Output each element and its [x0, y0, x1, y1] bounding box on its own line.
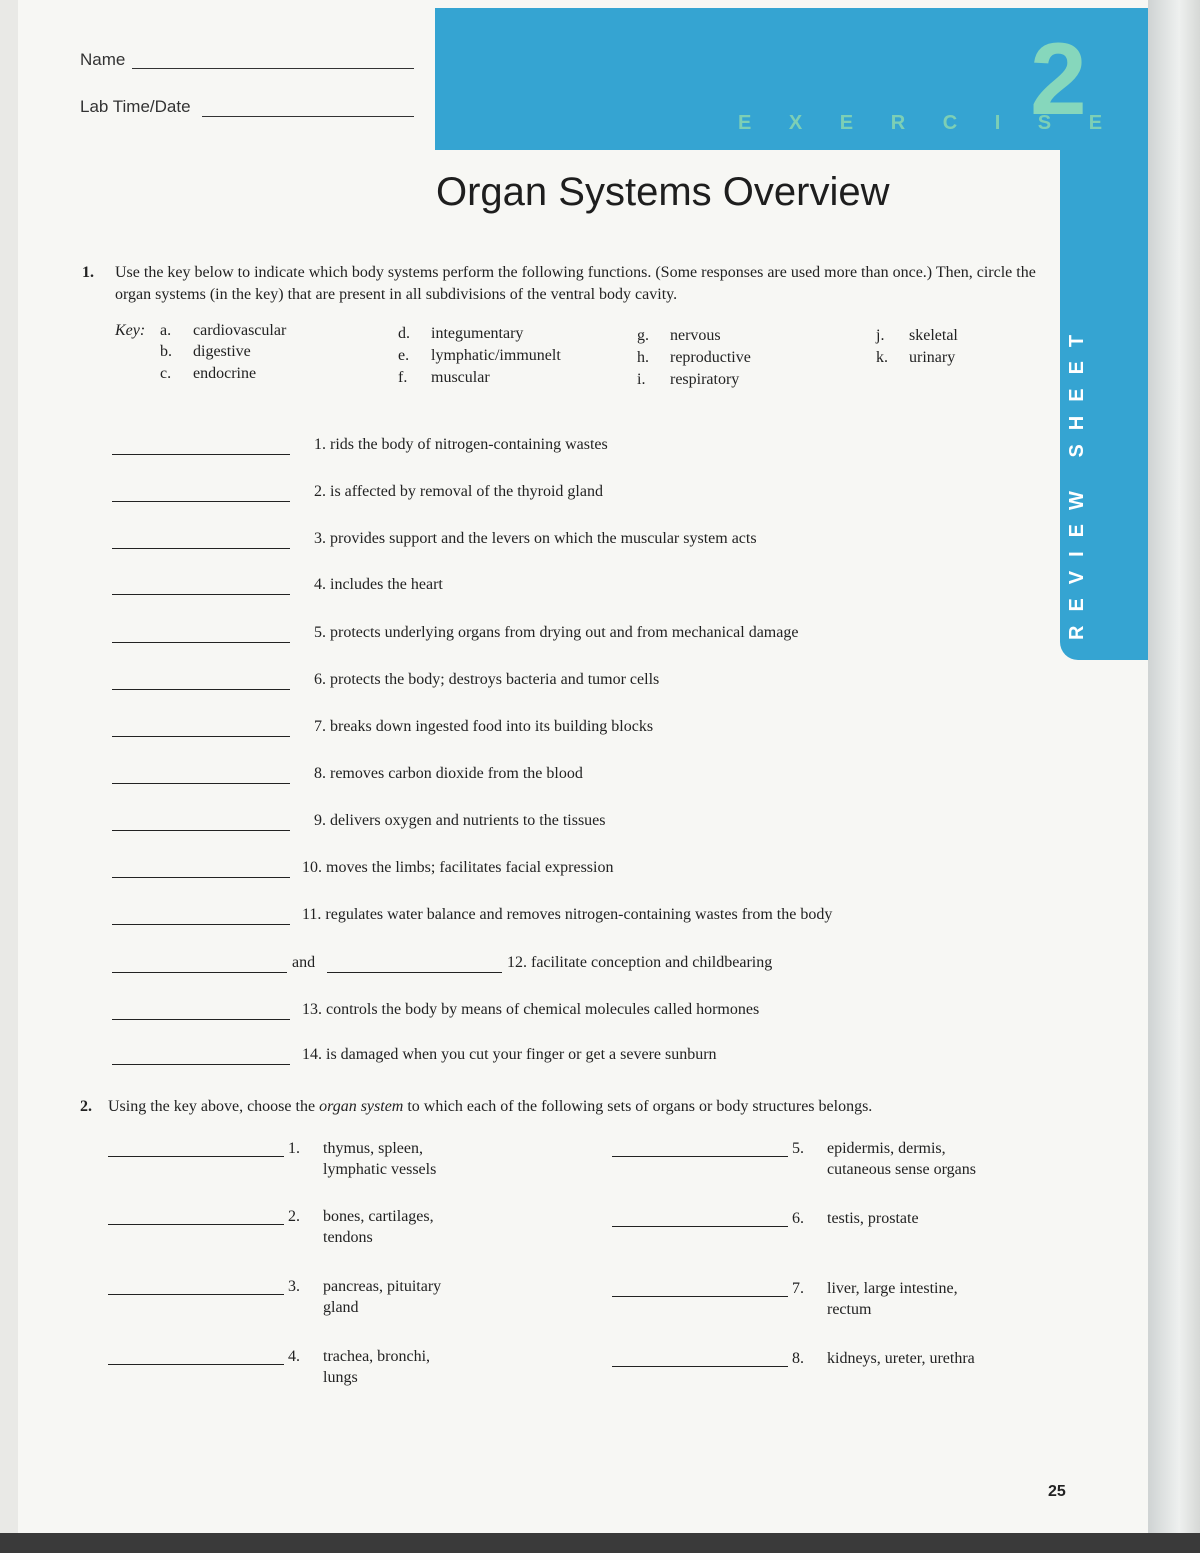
q2-item-number: 5.	[792, 1140, 804, 1157]
q2-item-line2: lungs	[323, 1369, 358, 1386]
key-letter: h.	[637, 349, 649, 366]
q1-item-text: 4. includes the heart	[314, 576, 443, 593]
page-edge	[1148, 0, 1200, 1553]
q2-item-line2: gland	[323, 1299, 359, 1316]
answer-blank[interactable]	[112, 548, 290, 549]
q2-item-number: 7.	[792, 1280, 804, 1297]
q2-text-pre: Using the key above, choose the	[108, 1098, 320, 1115]
key-system[interactable]: reproductive	[670, 349, 751, 366]
key-letter: a.	[160, 322, 172, 339]
answer-blank[interactable]	[112, 642, 290, 643]
q2-item-number: 3.	[288, 1278, 300, 1295]
answer-blank[interactable]	[112, 1064, 290, 1065]
q1-item-text: 3. provides support and the levers on which the muscular system acts	[314, 530, 757, 547]
answer-blank[interactable]	[612, 1366, 788, 1367]
key-system[interactable]: integumentary	[431, 325, 524, 342]
q1-item-text: 12. facilitate conception and childbearing	[507, 954, 773, 971]
key-system[interactable]: nervous	[670, 327, 721, 344]
exercise-word: E X E R C I S E	[738, 112, 1119, 134]
answer-blank[interactable]	[112, 736, 290, 737]
answer-blank[interactable]	[112, 972, 287, 973]
answer-blank[interactable]	[112, 783, 290, 784]
answer-blank[interactable]	[108, 1294, 284, 1295]
q2-text-post: to which each of the following sets of organs or body structures belongs.	[403, 1098, 873, 1115]
answer-blank[interactable]	[327, 972, 502, 973]
q2-item-number: 6.	[792, 1210, 804, 1227]
q1-item-text: 6. protects the body; destroys bacteria and tumor cells	[314, 671, 660, 688]
labtime-label: Lab Time/Date	[80, 97, 191, 116]
q2-number: 2.	[80, 1098, 92, 1115]
q1-item-text: 14. is damaged when you cut your finger or get a severe sunburn	[302, 1046, 717, 1063]
key-system[interactable]: skeletal	[909, 327, 958, 344]
q2-item-line2: tendons	[323, 1229, 373, 1246]
answer-blank[interactable]	[108, 1156, 284, 1157]
q2-item-line1: epidermis, dermis,	[827, 1140, 946, 1157]
answer-blank[interactable]	[112, 830, 290, 831]
q1-text: Use the key below to indicate which body systems perform the following functions. (Some responses are used more than once.) Then, circle the organ systems (in the key) that are present in all subdivisions of the ventral body cavity.	[115, 264, 1036, 303]
key-system[interactable]: lymphatic/immunelt	[431, 347, 561, 364]
q1-item-text: 10. moves the limbs; facilitates facial expression	[302, 859, 614, 876]
key-system[interactable]: cardiovascular	[193, 322, 287, 339]
q1-item-text: 13. controls the body by means of chemical molecules called hormones	[302, 1001, 760, 1018]
answer-blank[interactable]	[612, 1156, 788, 1157]
q2-item-number: 8.	[792, 1350, 804, 1367]
key-letter: f.	[398, 369, 408, 386]
q1-item-text: 2. is affected by removal of the thyroid gland	[314, 483, 603, 500]
q2-item-number: 2.	[288, 1208, 300, 1225]
q2-item-line2: cutaneous sense organs	[827, 1161, 976, 1178]
q1-item-text: 9. delivers oxygen and nutrients to the tissues	[314, 812, 606, 829]
q2-item-number: 4.	[288, 1348, 300, 1365]
answer-blank[interactable]	[112, 689, 290, 690]
answer-blank[interactable]	[112, 1019, 290, 1020]
answer-blank[interactable]	[612, 1296, 788, 1297]
page-bottom-edge	[0, 1533, 1200, 1553]
q1-item-text: 8. removes carbon dioxide from the blood	[314, 765, 583, 782]
q2-item-line1: testis, prostate	[827, 1210, 919, 1227]
q1-item-text: 5. protects underlying organs from drying out and from mechanical damage	[314, 624, 799, 641]
answer-blank[interactable]	[112, 877, 290, 878]
worksheet-page	[18, 0, 1148, 1533]
key-letter: i.	[637, 371, 646, 388]
key-system[interactable]: respiratory	[670, 371, 740, 388]
answer-blank[interactable]	[108, 1364, 284, 1365]
q1-item-text: 1. rids the body of nitrogen-containing wastes	[314, 436, 608, 453]
page-title: Organ Systems Overview	[436, 170, 890, 214]
answer-blank[interactable]	[112, 594, 290, 595]
answer-blank[interactable]	[112, 454, 290, 455]
exercise-number: 2	[1030, 22, 1087, 136]
q2-item-line2: rectum	[827, 1301, 872, 1318]
q1-item-text: 11. regulates water balance and removes nitrogen-containing wastes from the body	[302, 906, 833, 923]
key-letter: e.	[398, 347, 410, 364]
key-system[interactable]: muscular	[431, 369, 490, 386]
answer-blank[interactable]	[112, 924, 290, 925]
q2-item-line1: trachea, bronchi,	[323, 1348, 431, 1365]
q2-item-line1: kidneys, ureter, urethra	[827, 1350, 975, 1367]
q2-text	[108, 1096, 1058, 1118]
key-letter: j.	[876, 327, 885, 344]
q1-number: 1.	[82, 264, 94, 281]
name-label: Name	[80, 50, 126, 69]
key-system[interactable]: endocrine	[193, 365, 257, 382]
key-letter: c.	[160, 365, 172, 382]
key-letter: g.	[637, 327, 649, 344]
answer-blank[interactable]	[108, 1224, 284, 1225]
key-label: Key:	[115, 322, 146, 339]
q2-item-line1: thymus, spleen,	[323, 1140, 423, 1157]
key-letter: d.	[398, 325, 410, 342]
q2-item-number: 1.	[288, 1140, 300, 1157]
review-sheet-label: REVIEW SHEET	[1066, 320, 1088, 640]
key-letter: k.	[876, 349, 888, 366]
key-system[interactable]: urinary	[909, 349, 956, 366]
q2-text-emphasis: organ system	[319, 1098, 404, 1115]
q1-item-text: 7. breaks down ingested food into its building blocks	[314, 718, 654, 735]
key-letter: b.	[160, 343, 172, 360]
q2-item-line2: lymphatic vessels	[323, 1161, 437, 1178]
name-line[interactable]	[132, 68, 414, 69]
q2-item-line1: bones, cartilages,	[323, 1208, 434, 1225]
answer-blank[interactable]	[612, 1226, 788, 1227]
and-label: and	[292, 954, 316, 971]
key-system[interactable]: digestive	[193, 343, 251, 360]
q2-item-line1: liver, large intestine,	[827, 1280, 958, 1297]
page-number: 25	[1048, 1483, 1066, 1500]
q2-item-line1: pancreas, pituitary	[323, 1278, 442, 1295]
answer-blank[interactable]	[112, 501, 290, 502]
labtime-line[interactable]	[202, 116, 414, 117]
